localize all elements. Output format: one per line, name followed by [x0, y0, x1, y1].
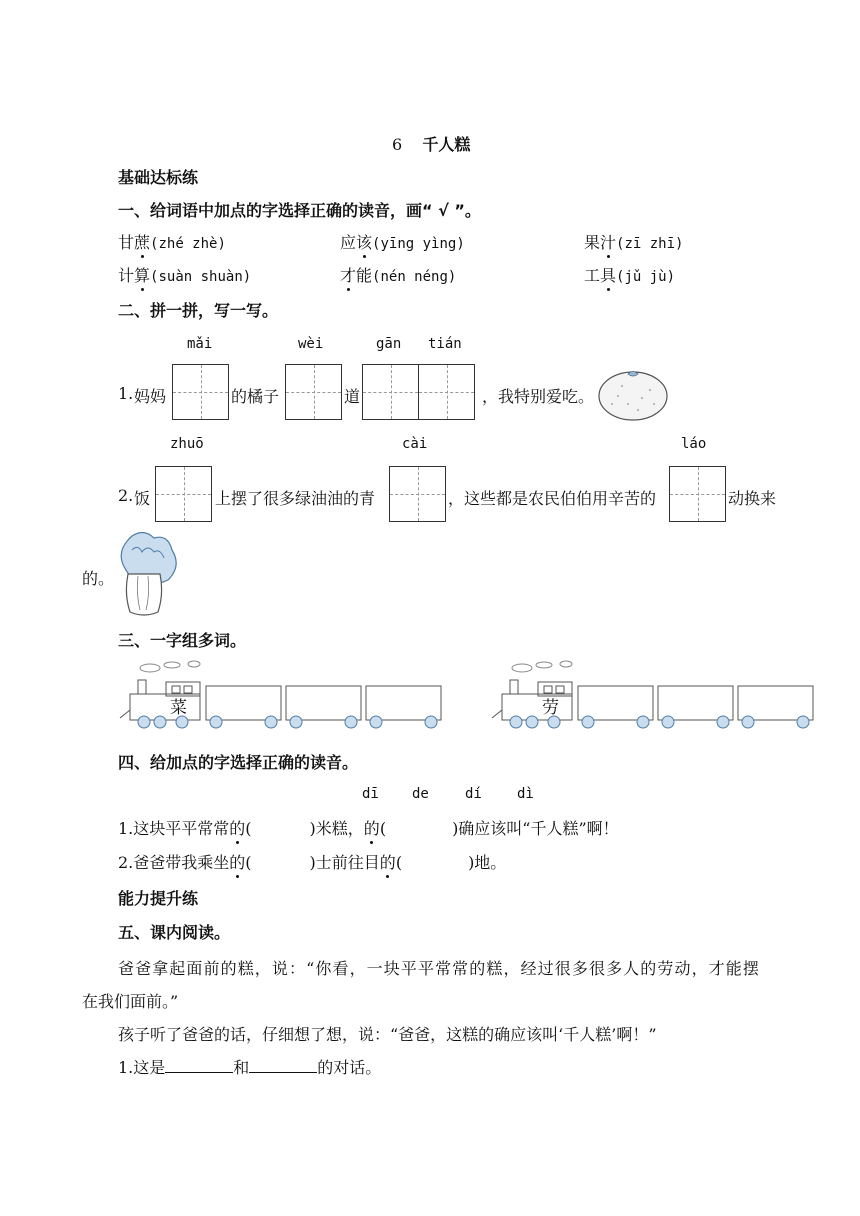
train-1-char: 菜 — [170, 698, 187, 718]
pinyin-options[interactable]: (yīng yìng) — [372, 236, 465, 252]
writing-box[interactable] — [155, 466, 212, 522]
dotted-char: 的 — [364, 816, 380, 839]
dotted-char: 的 — [380, 850, 396, 873]
section-advanced: 能力提升练 — [118, 889, 199, 908]
q1-heading: 一、给词语中加点的字选择正确的读音，画“ √ ”。 — [118, 201, 481, 220]
pinyin-label: wèi — [298, 336, 324, 352]
dotted-char: 汁 — [600, 230, 616, 253]
dotted-char: 具 — [600, 263, 616, 286]
q2-s1-text: 的橘子 — [231, 387, 280, 406]
pinyin-option: dī — [362, 786, 379, 802]
writing-box[interactable] — [285, 364, 342, 420]
dotted-char: 才 — [340, 263, 356, 286]
pinyin-label: láo — [681, 436, 707, 452]
section-basic: 基础达标练 — [118, 168, 199, 187]
pinyin-options[interactable]: (suàn shuàn) — [150, 269, 252, 285]
pinyin-options[interactable]: (jǔ jù) — [616, 269, 676, 285]
reading-paragraph-2: 孩子听了爸爸的话，仔细想了想，说：“爸爸，这糕的确应该叫‘千人糕’啊！” — [118, 1025, 657, 1044]
dotted-char: 该 — [356, 230, 372, 253]
q1-item-6[interactable]: 工具(jǔ jù) — [584, 263, 675, 286]
pinyin-options[interactable]: (nén néng) — [372, 269, 457, 285]
q2-s2-num: 2. — [118, 486, 134, 505]
q3-heading: 三、一字组多词。 — [118, 631, 247, 650]
pinyin-option: dí — [465, 786, 482, 802]
train-2-char: 劳 — [542, 698, 559, 718]
q1-item-1[interactable]: 甘蔗(zhé zhè) — [118, 230, 226, 253]
q2-s2-text: 的。 — [82, 569, 115, 588]
answer-blank[interactable] — [165, 1072, 233, 1073]
q2-s1-num: 1. — [118, 384, 134, 403]
q2-s2-text: ，这些都是农民伯伯用辛苦的 — [448, 489, 657, 508]
reading-paragraph-1-cont: 在我们面前。” — [82, 992, 179, 1011]
pinyin-option: dì — [517, 786, 534, 802]
dotted-char: 的 — [229, 816, 245, 839]
writing-box[interactable] — [172, 364, 229, 420]
reading-paragraph-1: 爸爸拿起面前的糕，说：“你看，一块平平常常的糕，经过很多很多人的劳动，才能摆 — [118, 959, 760, 978]
lesson-title: 千人糕 — [422, 135, 471, 154]
writing-box[interactable] — [389, 466, 446, 522]
dotted-char: 算 — [134, 263, 150, 286]
dotted-char: 蔗 — [134, 230, 150, 253]
pinyin-options[interactable]: (zhé zhè) — [150, 236, 226, 252]
q1-item-2[interactable]: 应该(yīng yìng) — [340, 230, 465, 253]
writing-box[interactable] — [669, 466, 726, 522]
q2-s2-text: 动换来 — [728, 489, 777, 508]
cabbage-icon — [114, 530, 180, 618]
pinyin-label: tián — [428, 336, 462, 352]
answer-blank[interactable] — [249, 1072, 317, 1073]
writing-box[interactable] — [362, 364, 419, 420]
q2-s1-text: ，我特别爱吃。 — [482, 387, 595, 406]
pinyin-label: gān — [376, 336, 402, 352]
q2-s2-text: 饭 — [134, 489, 151, 508]
q2-s1-text: 道 — [344, 387, 361, 406]
pinyin-option: de — [412, 786, 429, 802]
q1-item-5[interactable]: 才能(nén néng) — [340, 263, 456, 286]
q1-item-3[interactable]: 果汁(zī zhī) — [584, 230, 683, 253]
q4-sentence-2: 2.爸爸带我乘坐的( )士前往目的( )地。 — [118, 850, 506, 873]
tangerine-icon — [598, 368, 668, 422]
pinyin-label: mǎi — [187, 336, 213, 352]
q5-item-1: 1.这是 和 的对话。 — [118, 1058, 382, 1077]
q2-s2-text: 上摆了很多绿油油的青 — [215, 489, 376, 508]
pinyin-label: cài — [402, 436, 428, 452]
q4-heading: 四、给加点的字选择正确的读音。 — [118, 753, 359, 772]
q2-s1-text: 妈妈 — [134, 387, 167, 406]
q4-sentence-1: 1.这块平平常常的( )米糕，的( )确应该叫“千人糕”啊！ — [118, 816, 619, 839]
pinyin-label: zhuō — [170, 436, 204, 452]
dotted-char: 的 — [229, 850, 245, 873]
q1-item-4[interactable]: 计算(suàn shuàn) — [118, 263, 251, 286]
lesson-number: 6 — [392, 135, 403, 154]
page-title — [392, 132, 470, 155]
q5-heading: 五、课内阅读。 — [118, 923, 231, 942]
q2-heading: 二、拼一拼，写一写。 — [118, 301, 279, 320]
writing-box[interactable] — [418, 364, 475, 420]
pinyin-options[interactable]: (zī zhī) — [616, 236, 684, 252]
